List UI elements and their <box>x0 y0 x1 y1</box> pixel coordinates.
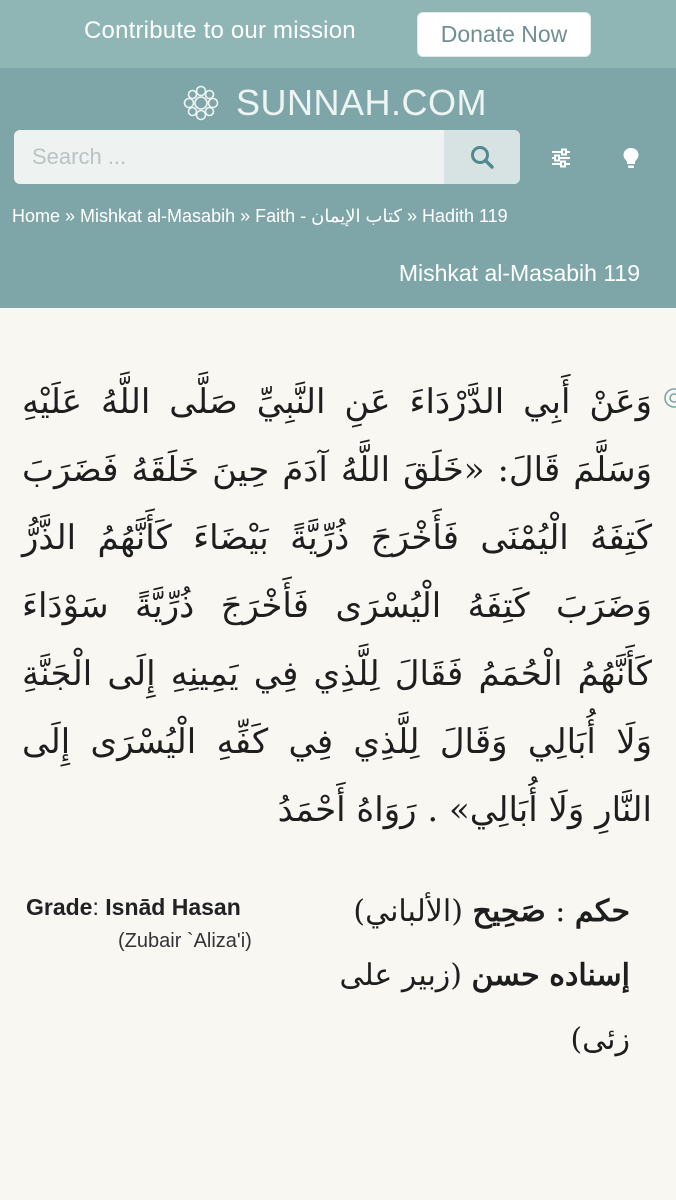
promo-text: Contribute to our mission <box>84 17 356 44</box>
search-input[interactable] <box>14 130 432 184</box>
breadcrumb-home[interactable]: Home <box>12 206 61 226</box>
logo-text: SUNNAH.COM <box>236 82 488 123</box>
breadcrumb-collection[interactable]: Mishkat al-Masabih <box>80 206 236 226</box>
hadith-arabic-text: وَعَنْ أَبِي الدَّرْدَاءَ عَنِ النَّبِيِّ صَلَّى اللَّهُ عَلَيْهِ وَسَلَّمَ قَالَ: «خَلَقَ اللَّهُ آدَمَ حِينَ خَلَقَهُ فَضَرَبَ كَتِفَهُ الْيُمْنَى فَأَخْرَجَ ذُرِّيَّةً بَيْضَاءَ كَأَنَّهُمُ الذَّرُّ وَضَرَبَ كَتِفَهُ الْيُسْرَى فَأَخْرَجَ ذُرِّيَّةً سَوْدَاءَ كَأَنَّهُمُ الْحُمَمُ فَقَالَ لِلَّذِي فِي يَمِينِهِ إِلَى الْجَنَّةِ وَلَا أُبَالِي وَقَالَ لِلَّذِي فِي كَفِّهِ الْيُسْرَى إِلَى النَّارِ وَلَا أُبَالِي» . رَوَاهُ أَحْمَدُ <box>22 382 652 830</box>
grade-ar-value2: حسن <box>471 958 540 993</box>
grade-ar-sep: : <box>555 894 566 929</box>
search-icon <box>469 144 495 170</box>
grade-ar-isnad: إسناده <box>549 958 630 993</box>
sliders-icon <box>550 147 572 169</box>
grade-ar-grader1: (الألباني) <box>353 894 463 929</box>
grade-ar-value1: صَحِيح <box>472 894 546 929</box>
site-header <box>0 68 676 308</box>
donate-now-button[interactable]: Donate Now <box>417 12 591 57</box>
grader-english: (Zubair `Aliza'i) <box>118 930 252 952</box>
grade-label: Grade <box>26 894 93 920</box>
breadcrumb-book[interactable]: Faith - كتاب الإيمان <box>255 206 402 226</box>
search-box <box>14 130 520 184</box>
promo-bar <box>0 0 676 68</box>
search-button[interactable] <box>444 130 520 184</box>
site-logo[interactable] <box>180 82 487 124</box>
tips-button[interactable] <box>611 138 651 178</box>
grade-english: Grade: Isnād Hasan <box>26 894 241 920</box>
grade-ar-label: حكم <box>574 894 630 929</box>
share-icon[interactable] <box>662 383 676 413</box>
page-title: Mishkat al-Masabih 119 <box>398 260 640 286</box>
ornament-logo-icon <box>180 82 222 124</box>
grade-ar-grader2: (زبير على زئى) <box>339 958 630 1057</box>
grade-value: Isnād Hasan <box>105 894 241 920</box>
breadcrumb: Home » Mishkat al-Masabih » Faith - كتاب الإيمان » Hadith 119 <box>12 206 508 226</box>
grade-arabic <box>330 880 630 1072</box>
breadcrumb-hadith: Hadith 119 <box>421 206 508 226</box>
lightbulb-icon <box>621 146 641 170</box>
search-options-button[interactable] <box>541 138 581 178</box>
